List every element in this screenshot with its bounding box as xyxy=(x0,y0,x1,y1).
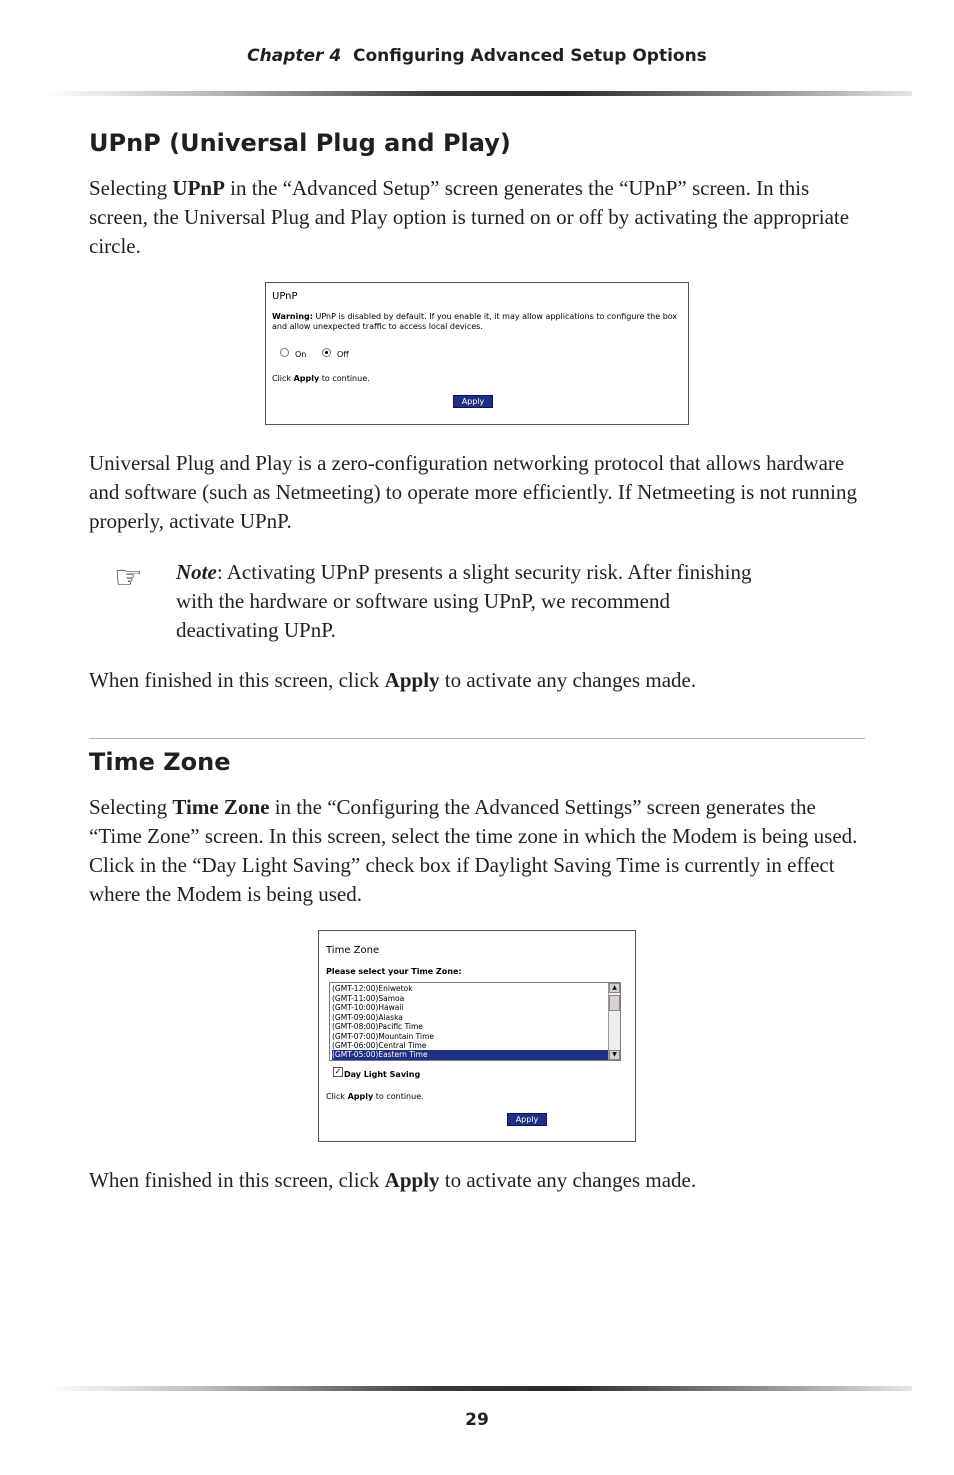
list-item-selected[interactable]: (GMT-05:00)Eastern Time xyxy=(332,1050,608,1060)
text: to activate any changes made. xyxy=(439,668,697,692)
radio-on-label: On xyxy=(295,350,307,359)
bold-term: Time Zone xyxy=(172,795,270,819)
text: When finished in this screen, click xyxy=(89,1168,385,1192)
daylight-label: Day Light Saving xyxy=(344,1070,421,1079)
list-item[interactable]: (GMT-08:00)Pacific Time xyxy=(332,1022,423,1031)
note-label: Note xyxy=(176,560,217,584)
radio-off[interactable] xyxy=(322,348,331,357)
pointing-hand-icon: ☞ xyxy=(114,558,143,596)
text: to continue. xyxy=(373,1092,424,1101)
list-item[interactable]: (GMT-06:00)Central Time xyxy=(332,1041,427,1050)
section-heading-time-zone: Time Zone xyxy=(89,748,231,776)
chapter-label: Chapter 4 xyxy=(247,46,342,66)
scroll-thumb[interactable] xyxy=(609,995,620,1011)
daylight-checkbox[interactable]: ✓ xyxy=(334,1067,342,1076)
footer-rule xyxy=(46,1386,912,1391)
bold-term: UPnP xyxy=(172,176,225,200)
warning-text: UPnP is disabled by default. If you enable it, it may allow applications to configure the box and allow unexpected traffic to access local devices. xyxy=(272,312,678,331)
upnp-apply-button[interactable]: Apply xyxy=(453,395,493,408)
scroll-down-icon[interactable]: ▼ xyxy=(609,1050,620,1060)
listbox-scrollbar[interactable] xyxy=(608,983,620,1060)
running-header xyxy=(0,46,954,66)
upnp-warning xyxy=(272,312,682,332)
section-divider xyxy=(89,738,865,739)
header-rule xyxy=(46,91,912,96)
text: Click xyxy=(326,1092,348,1101)
list-item[interactable]: (GMT-11:00)Samoa xyxy=(332,993,405,1003)
list-item[interactable]: (GMT-09:00)Alaska xyxy=(332,1012,403,1022)
radio-on[interactable] xyxy=(280,348,289,357)
timezone-screenshot xyxy=(318,930,636,1142)
text: to activate any changes made. xyxy=(439,1168,697,1192)
timezone-apply-button[interactable]: Apply xyxy=(507,1113,547,1126)
bold-term: Apply xyxy=(347,1092,374,1101)
upnp-click-instruction xyxy=(272,374,370,384)
radio-off-label: Off xyxy=(337,350,349,359)
chapter-title: Configuring Advanced Setup Options xyxy=(353,46,707,66)
timezone-prompt: Please select your Time Zone: xyxy=(326,967,462,976)
bold-term: Apply xyxy=(384,1168,440,1192)
bold-term: Apply xyxy=(384,668,440,692)
list-item[interactable]: (GMT-12:00)Eniwetok xyxy=(332,984,413,993)
note-paragraph xyxy=(176,558,776,645)
note-text: : Activating UPnP presents a slight security risk. After finishing with the hardware or software using UPnP, we recommend deactivating UPnP. xyxy=(176,560,752,642)
list-item[interactable]: (GMT-07:00)Mountain Time xyxy=(332,1031,435,1041)
scroll-up-icon[interactable]: ▲ xyxy=(609,983,620,993)
upnp-intro-paragraph xyxy=(89,174,869,261)
text: in the “Advanced Setup” screen generates the “UPnP” screen. In this screen, the Universal Plug and Play option is turned on or off by activating the appropriate circle. xyxy=(89,176,850,258)
timezone-listbox[interactable] xyxy=(329,982,621,1061)
page-number: 29 xyxy=(465,1410,489,1430)
text: Click xyxy=(272,374,294,383)
text: When finished in this screen, click xyxy=(89,668,385,692)
timezone-click-instruction xyxy=(326,1092,424,1102)
upnp-body-paragraph: Universal Plug and Play is a zero-configuration networking protocol that allows hardware and software (such as Netmeeting) to operate more efficiently. If Netmeeting is not running properly, activate UPnP. xyxy=(89,451,857,533)
timezone-finish-paragraph xyxy=(89,1166,869,1195)
upnp-finish-paragraph xyxy=(89,666,869,695)
text: to continue. xyxy=(319,374,370,383)
text: Selecting xyxy=(89,176,173,200)
text: Selecting xyxy=(89,795,173,819)
timezone-screen-title: Time Zone xyxy=(326,945,380,956)
bold-term: Apply xyxy=(293,374,320,383)
upnp-screenshot xyxy=(265,282,689,425)
warning-label: Warning: xyxy=(272,312,313,321)
upnp-screen-title: UPnP xyxy=(272,291,298,302)
section-heading-upnp: UPnP (Universal Plug and Play) xyxy=(89,129,511,157)
text: in the “Configuring the Advanced Settings” screen generates the “Time Zone” screen. In this screen, select the time zone in which the Modem is being used. Click in the “Day Light Saving” check box if Daylight Saving Time is currently in effect where the Modem is being used. xyxy=(89,795,858,906)
timezone-intro-paragraph xyxy=(89,793,869,909)
list-item[interactable]: (GMT-10:00)Hawaii xyxy=(332,1003,404,1012)
